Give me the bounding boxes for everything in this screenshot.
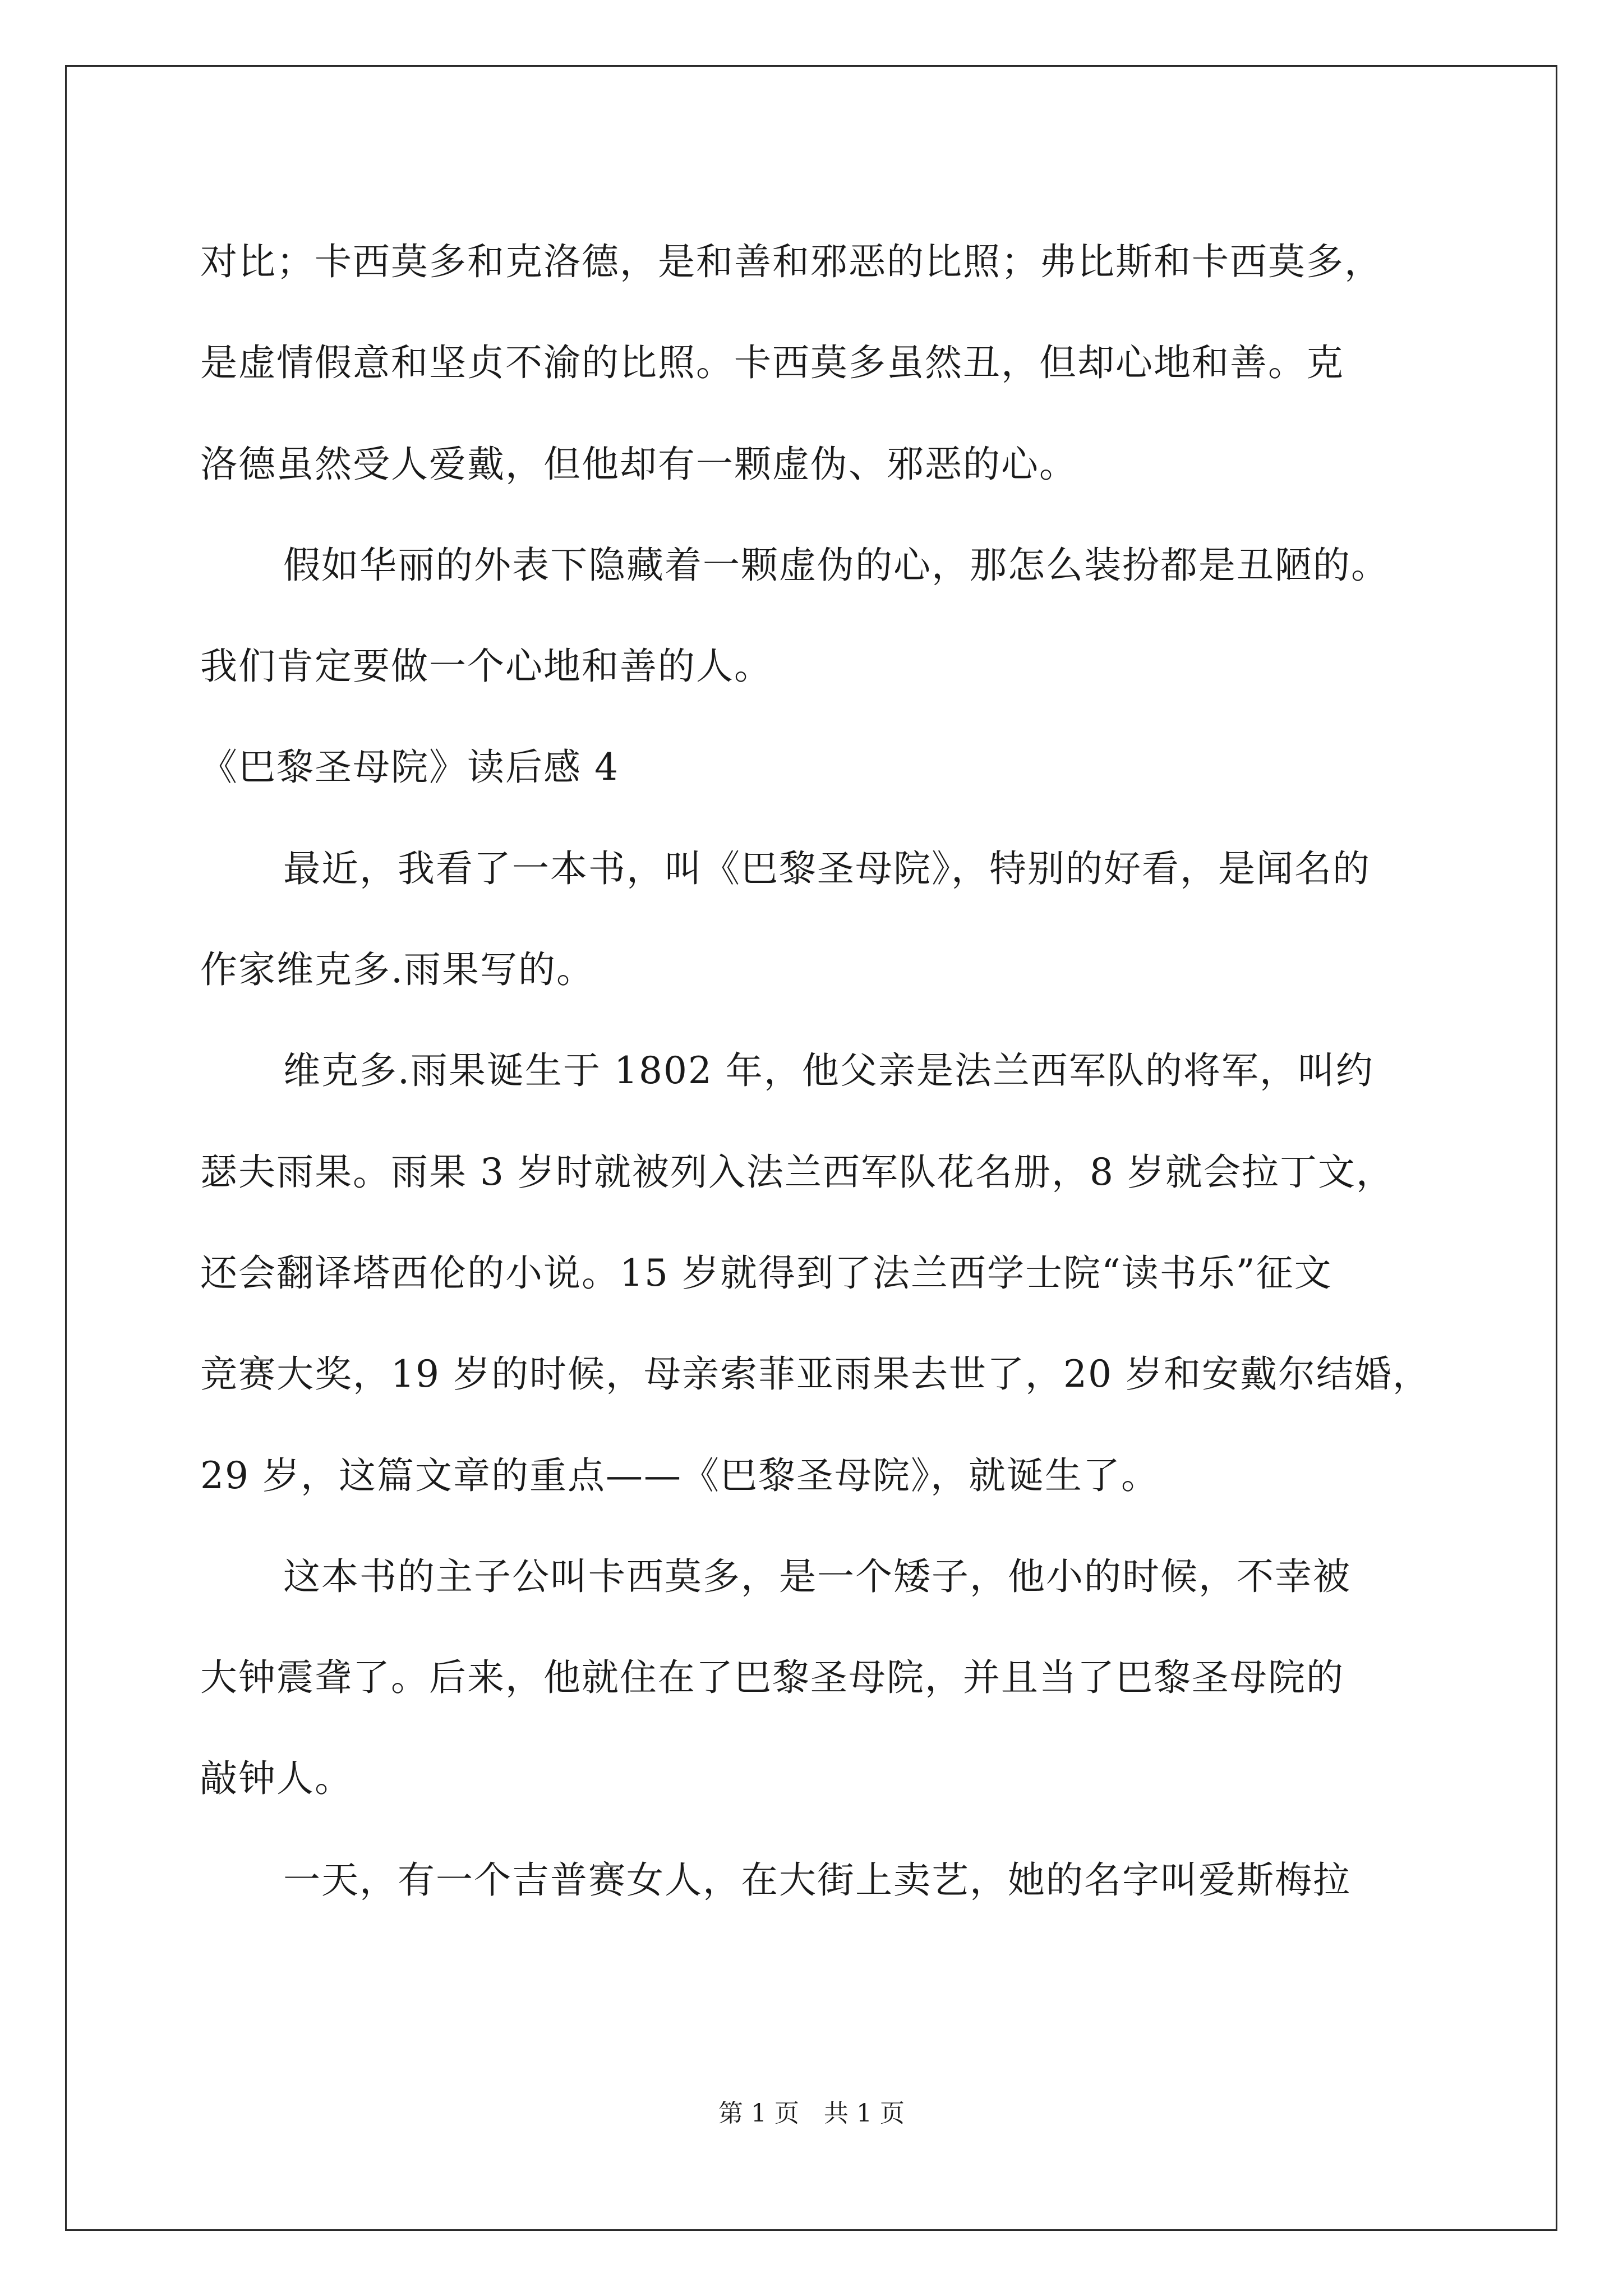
text-line: 29 岁，这篇文章的重点——《巴黎圣母院》，就诞生了。 [200,1453,1159,1497]
paragraph-first-line: 一天，有一个吉普赛女人，在大街上卖艺，她的名字叫爱斯梅拉 [283,1858,1351,1902]
text-line: 洛德虽然受人爱戴，但他却有一颗虚伪、邪恶的心。 [200,442,1077,486]
text-line: 我们肯定要做一个心地和善的人。 [200,645,772,688]
text-line: 大钟震聋了。后来，他就住在了巴黎圣母院，并且当了巴黎圣母院的 [200,1656,1344,1700]
paragraph-first-line: 维克多.雨果诞生于 1802 年，他父亲是法兰西军队的将军，叫约 [283,1049,1374,1093]
text-line: 竞赛大奖，19 岁的时候，母亲索菲亚雨果去世了，20 岁和安戴尔结婚， [200,1352,1431,1396]
paragraph-first-line: 假如华丽的外表下隐藏着一颗虚伪的心，那怎么装扮都是丑陋的。 [283,543,1389,587]
text-line: 对比；卡西莫多和克洛德，是和善和邪恶的比照；弗比斯和卡西莫多， [200,240,1382,283]
text-line: 是虚情假意和坚贞不渝的比照。卡西莫多虽然丑，但却心地和善。克 [200,341,1344,385]
text-line: 还会翻译塔西伦的小说。15 岁就得到了法兰西学士院“读书乐”征文 [200,1251,1332,1295]
paragraph-first-line: 这本书的主子公叫卡西莫多，是一个矮子，他小的时候，不幸被 [283,1554,1351,1598]
document-body [200,211,1434,1931]
paragraph-first-line: 最近，我看了一本书，叫《巴黎圣母院》，特别的好看，是闻名的 [283,846,1371,890]
text-line: 瑟夫雨果。雨果 3 岁时就被列入法兰西军队花名册，8 岁就会拉丁文， [200,1150,1394,1194]
text-line: 作家维克多.雨果写的。 [200,948,594,992]
page-footer: 第 1 页 共 1 页 [718,2099,905,2128]
text-line: 敲钟人。 [200,1757,353,1801]
section-heading: 《巴黎圣母院》读后感 4 [200,746,619,789]
